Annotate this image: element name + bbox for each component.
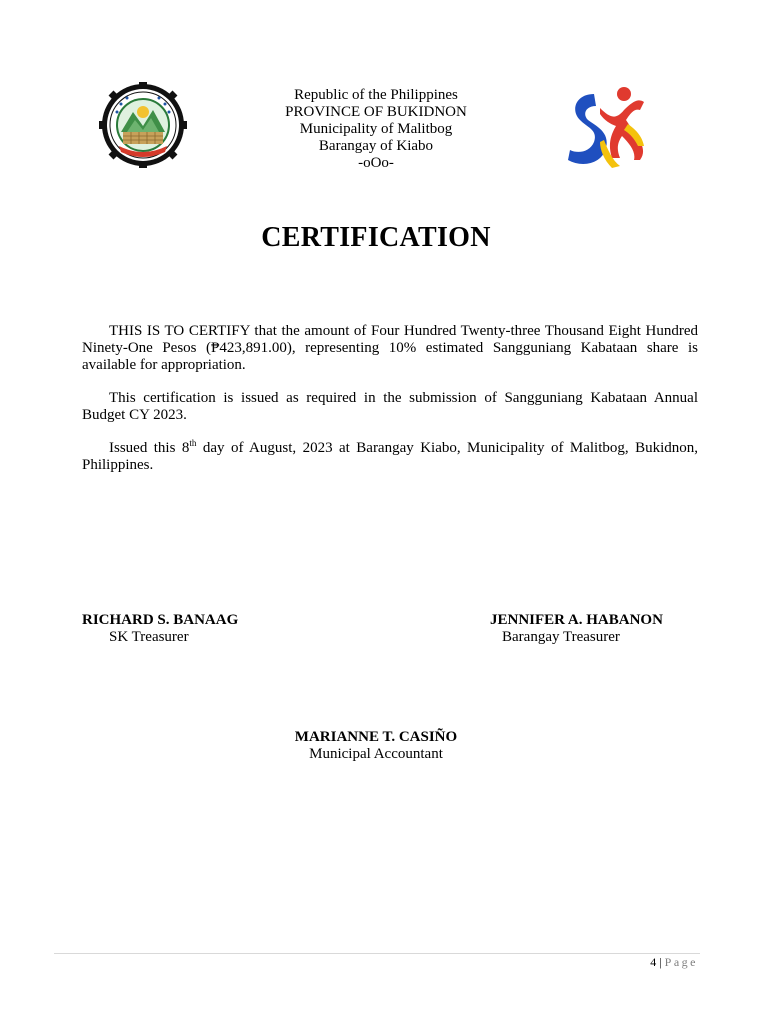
document-title: CERTIFICATION [261,222,491,253]
signatory-name: MARIANNE T. CASIÑO [294,729,458,745]
certification-body [82,323,698,490]
page-footer [650,955,698,969]
document-header [226,87,526,172]
sk-logo-icon [564,80,650,170]
page-label: Page [664,955,698,969]
page-number: 4 [650,955,657,969]
issued-text-end: day of August, 2023 at Barangay Kiabo, Municipality of Malitbog, Bukidnon, Philippines. [82,440,699,473]
header-ornament: -oOo- [358,155,394,171]
signatory-name: JENNIFER A. HABANON [490,612,663,628]
signatory-role: SK Treasurer [109,629,189,645]
certify-paragraph: THIS IS TO CERTIFY that the amount of Four Hundred Twenty-three Thousand Eight Hundred Ninety-One Pesos (₱423,891.00), representing 10% estimated Sangguniang Kabataan share is available for appropriation. [82,323,698,373]
ordinal-suffix: th [189,438,197,448]
issued-text-start: Issued this 8 [109,440,190,456]
signatory-municipal-accountant [226,729,526,763]
header-republic: Republic of the Philippines [294,87,458,103]
footer-divider [54,953,700,954]
page-separator: | [656,955,665,969]
header-municipality: Municipality of Malitbog [299,121,453,137]
signatory-barangay-treasurer [490,612,663,646]
signatory-sk-treasurer [82,612,238,646]
purpose-paragraph: This certification is issued as required in the submission of Sangguniang Kabataan Annual Budget CY 2023. [82,390,698,423]
header-barangay: Barangay of Kiabo [318,138,434,154]
municipal-seal-icon [97,82,189,168]
header-province: PROVINCE OF BUKIDNON [285,104,467,120]
issued-paragraph [82,440,698,474]
signatory-role: Barangay Treasurer [502,629,620,645]
signatory-name: RICHARD S. BANAAG [82,612,239,628]
signatory-role: Municipal Accountant [309,746,443,762]
